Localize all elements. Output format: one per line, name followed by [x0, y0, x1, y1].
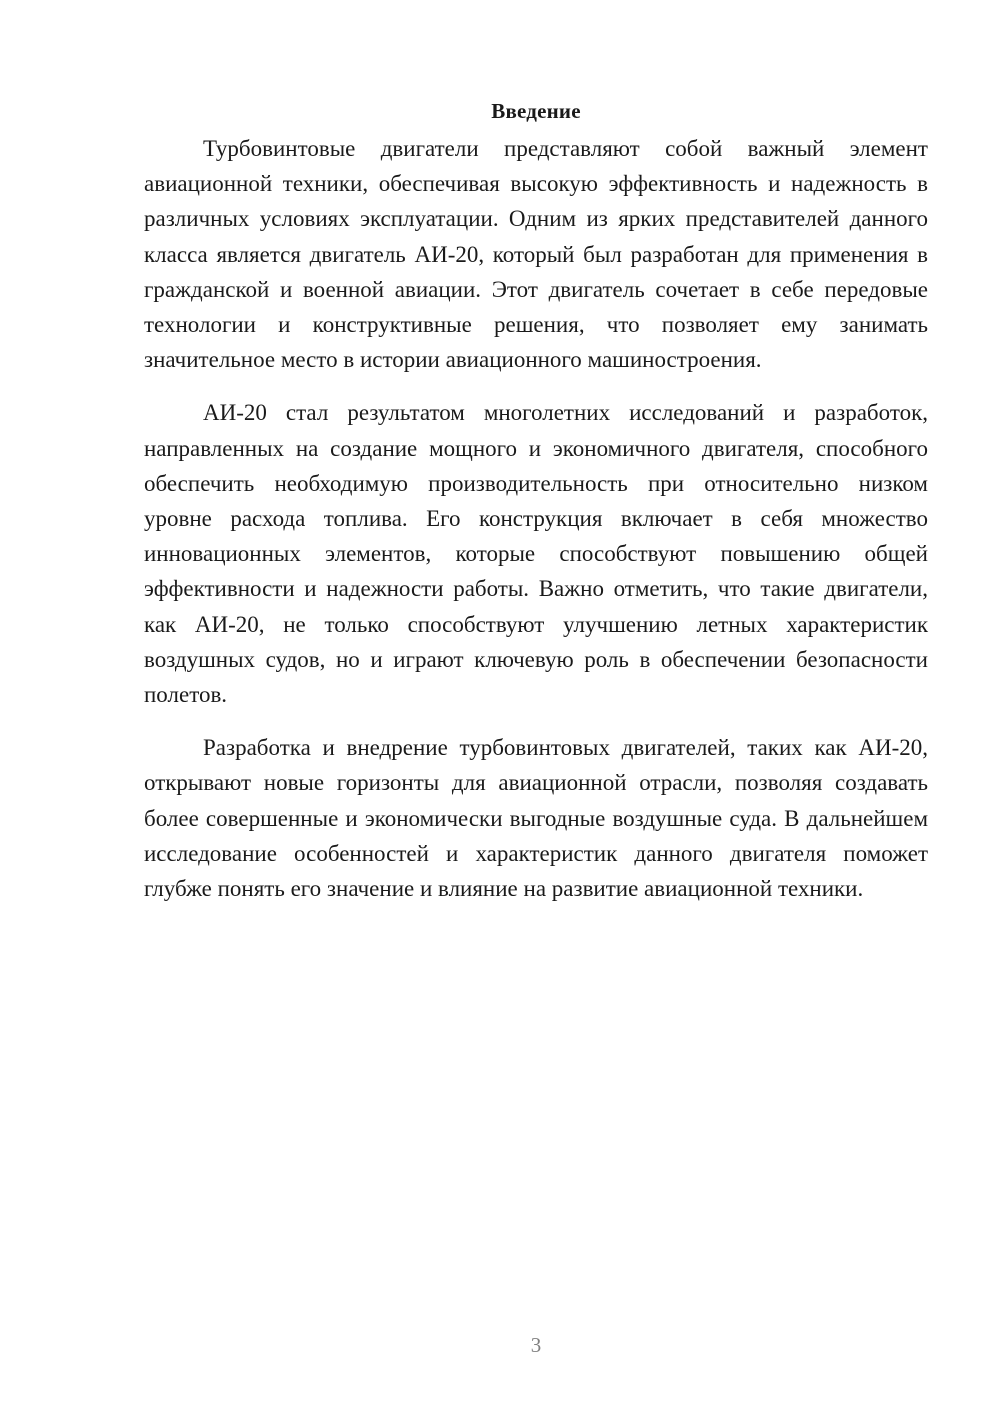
paragraph-2: АИ-20 стал результатом многолетних исследований и разработок, направленных на создание мощного и экономичного двигателя, способного обеспечить необходимую производительность при относительно низком уровне расхода топлива. Его конструкция включает в себя множество инновационных элементов, которые способствуют повышению общей эффективности и надежности работы. Важно отметить, что такие двигатели, как АИ-20, не только способствуют улучшению летных характеристик воздушных судов, но и играют ключевую роль в обеспечении безопасности полетов. [144, 400, 928, 708]
paragraph-1: Турбовинтовые двигатели представляют собой важный элемент авиационной техники, обеспечивая высокую эффективность и надежность в различных условиях эксплуатации. Одним из ярких представителей данного класса является двигатель АИ-20, который был разработан для применения в гражданской и военной авиации. Этот двигатель сочетает в себе передовые технологии и конструктивные решения, что позволяет ему занимать значительное место в истории авиационного машиностроения. [144, 136, 928, 373]
section-title: Введение [491, 99, 581, 123]
page-number: 3 [530, 1333, 542, 1357]
paragraph-3: Разработка и внедрение турбовинтовых двигателей, таких как АИ-20, открывают новые горизонты для авиационной отрасли, позволяя создавать более совершенные и экономически выгодные воздушные суда. В дальнейшем исследование особенностей и характеристик данного двигателя поможет глубже понять его значение и влияние на развитие авиационной техники. [144, 735, 928, 902]
document-body [144, 96, 928, 906]
